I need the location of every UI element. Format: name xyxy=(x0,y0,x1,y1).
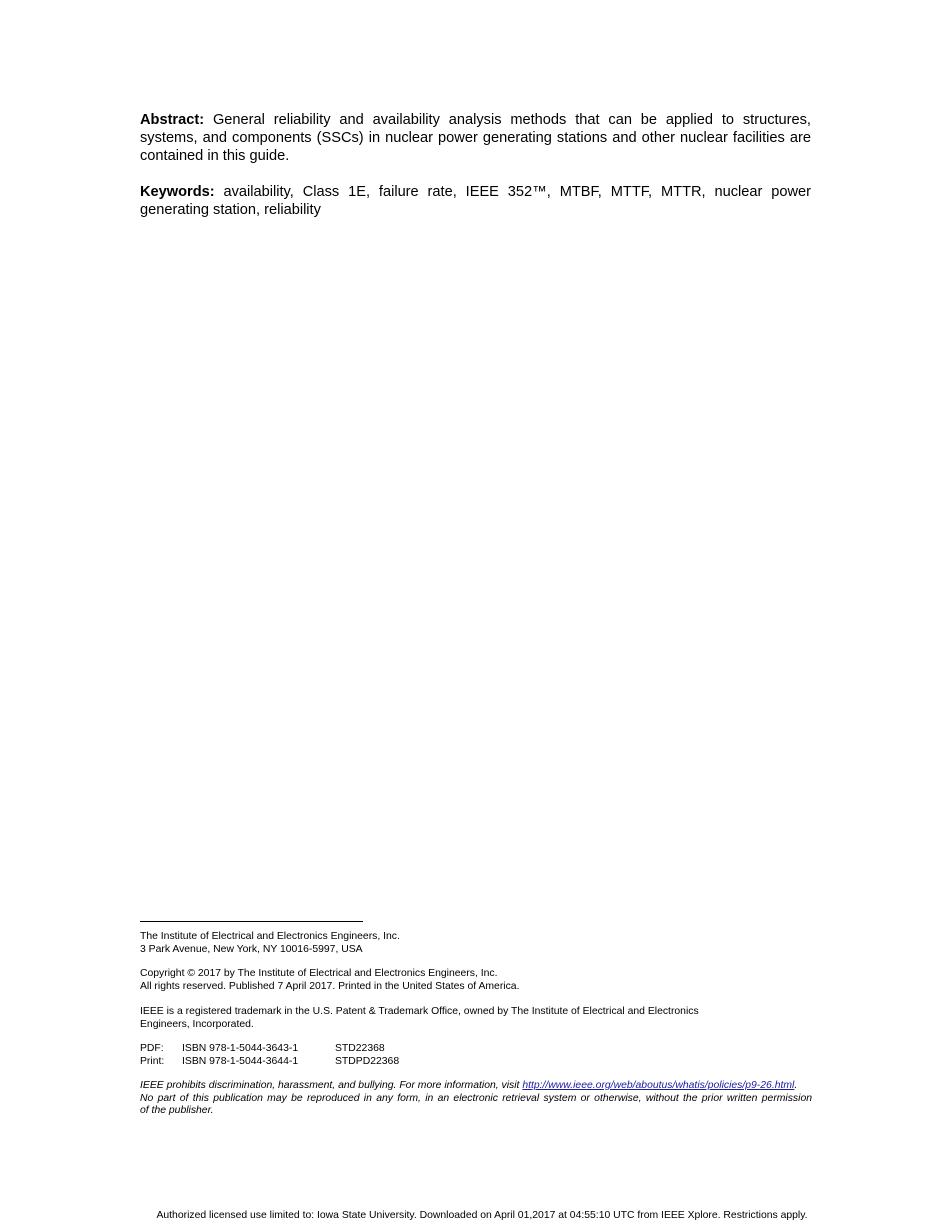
isbn-list xyxy=(140,1043,820,1068)
trademark-line-2: Engineers, Incorporated. xyxy=(140,1018,254,1030)
org-name: The Institute of Electrical and Electronics Engineers, Inc. xyxy=(140,931,400,942)
footnote-divider xyxy=(140,921,363,922)
isbn-row-pdf xyxy=(140,1043,820,1056)
keywords-text: availability, Class 1E, failure rate, IEEE 352™, MTBF, MTTF, MTTR, nuclear power generating station, reliability xyxy=(140,184,811,219)
isbn-format-label: Print: xyxy=(140,1055,165,1067)
isbn-format-label: PDF: xyxy=(140,1043,164,1054)
abstract-text: General reliability and availability analysis methods that can be applied to structures, systems, and components (SSCs) in nuclear power generating stations and other nuclear facilities are contained in this guide. xyxy=(140,112,811,165)
std-number: STDPD22368 xyxy=(335,1055,400,1067)
isbn-number: ISBN 978-1-5044-3644-1 xyxy=(182,1055,299,1067)
trademark-notice xyxy=(140,1006,820,1031)
policy-prefix: IEEE prohibits discrimination, harassment, and bullying. For more information, visit xyxy=(140,1080,523,1091)
trademark-line-1: IEEE is a registered trademark in the U.S. Patent & Trademark Office, owned by The Institute of Electrical and Electronics xyxy=(140,1006,699,1017)
license-footer: Authorized licensed use limited to: Iowa State University. Downloaded on April 01,2017 at 04:55:10 UTC from IEEE Xplore. Restrictions apply. xyxy=(156,1210,808,1221)
org-address: 3 Park Avenue, New York, NY 10016-5997, USA xyxy=(140,943,363,955)
policy-line xyxy=(140,1080,812,1093)
abstract-paragraph xyxy=(140,111,811,166)
policy-suffix: . xyxy=(794,1080,798,1091)
policy-notice xyxy=(140,1080,812,1118)
keywords-paragraph xyxy=(140,183,811,219)
reproduction-line-2: of the publisher. xyxy=(140,1105,214,1117)
isbn-row-print xyxy=(140,1056,820,1069)
keywords-label: Keywords: xyxy=(140,184,215,200)
copyright-notice xyxy=(140,968,820,993)
isbn-number: ISBN 978-1-5044-3643-1 xyxy=(182,1043,299,1054)
publisher-address xyxy=(140,931,820,956)
copyright-line-1: Copyright © 2017 by The Institute of Electrical and Electronics Engineers, Inc. xyxy=(140,968,498,979)
policy-link[interactable]: http://www.ieee.org/web/aboutus/whatis/policies/p9-26.html xyxy=(522,1080,795,1091)
abstract-label: Abstract: xyxy=(140,112,205,128)
std-number: STD22368 xyxy=(335,1043,385,1054)
reproduction-line-1: No part of this publication may be reproduced in any form, in an electronic retrieval system or otherwise, without the prior written permission xyxy=(140,1092,812,1104)
copyright-line-2: All rights reserved. Published 7 April 2017. Printed in the United States of America. xyxy=(140,980,520,992)
